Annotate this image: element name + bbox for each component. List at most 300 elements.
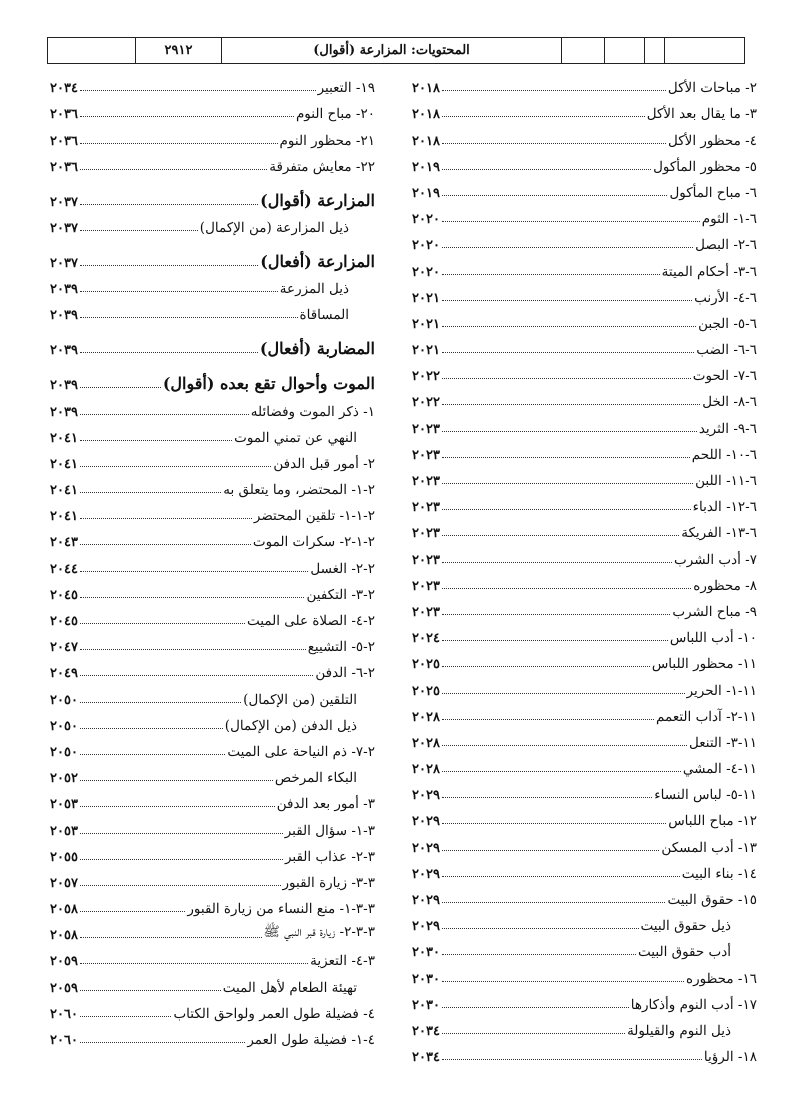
toc-entry-page: ٢٠٥٠ — [50, 692, 78, 708]
toc-entry-page: ٢٠٣٤ — [412, 1023, 440, 1039]
toc-entry — [412, 725, 757, 751]
dot-leader — [80, 990, 221, 991]
dot-leader — [80, 937, 262, 938]
toc-entry-page: ٢٠٣٠ — [412, 945, 440, 961]
toc-entry-page: ٢٠١٨ — [412, 133, 440, 149]
toc-entry-page: ٢٠٥٣ — [50, 823, 78, 839]
toc-entry-title: ١١-١- الحرير — [686, 682, 757, 699]
toc-entry-title: ٢-١-١- تلقين المحتضر — [253, 508, 375, 525]
toc-entry — [412, 594, 757, 620]
toc-entry — [412, 70, 757, 96]
toc-entry — [412, 541, 757, 567]
toc-entry — [412, 882, 757, 908]
toc-entry — [50, 812, 375, 838]
toc-entry-page: ٢٠٢٣ — [412, 526, 440, 542]
toc-entry-page: ٢٠٢٩ — [412, 814, 440, 830]
toc-entry-page: ٢٠٢٩ — [412, 893, 440, 908]
toc-entry-title: ٢- مباحات الأكل — [667, 80, 757, 97]
dot-leader — [80, 387, 161, 388]
toc-entry — [50, 393, 375, 419]
dot-leader — [442, 614, 670, 615]
toc-section-heading — [50, 175, 375, 210]
toc-entry-title: ٧- أدب الشرب — [674, 551, 757, 568]
toc-entry — [412, 751, 757, 777]
toc-entry-page: ٢٠٤٥ — [50, 587, 78, 603]
toc-entry-page: ٢٠٥٨ — [50, 902, 78, 918]
toc-entry — [412, 149, 757, 175]
dot-leader — [442, 143, 666, 144]
dot-leader — [442, 535, 679, 536]
toc-entry-page: ٢٠٣٩ — [50, 404, 78, 420]
dot-leader — [442, 169, 651, 170]
toc-entry — [412, 437, 757, 463]
toc-entry-page: ٢٠٢٠ — [412, 212, 440, 228]
toc-entry-title: ١١-٥- لباس النساء — [654, 787, 757, 804]
toc-entry-title: ٦-٨- الخل — [702, 394, 757, 411]
dot-leader — [442, 640, 668, 641]
toc-entry-title: ذيل النوم والقيلولة — [627, 1022, 731, 1039]
toc-entry — [50, 996, 375, 1022]
toc-entry-title: ٥- محظور المأكول — [653, 158, 757, 175]
dot-leader — [80, 1016, 172, 1017]
toc-entry-title: ١٤- بناء البيت — [681, 865, 757, 882]
header-table — [47, 37, 745, 64]
toc-entry-title: ٢-٧- ذم النياحة على الميت — [227, 743, 375, 760]
toc-entry-page: ٢٠٥٣ — [50, 797, 78, 813]
toc-entry — [412, 175, 757, 201]
toc-entry-page: ٢٠٥٢ — [50, 771, 78, 787]
toc-entry-title: ١- ذكر الموت وفضائله — [250, 403, 375, 420]
toc-entry-page: ٢٠٥٧ — [50, 875, 78, 891]
header-cell-empty — [48, 38, 135, 63]
toc-entry-page: ٢٠٢١ — [412, 343, 440, 359]
dot-leader — [80, 265, 258, 266]
toc-entry-page: ٢٠٢٨ — [412, 762, 440, 778]
header-title: المحتويات: المزارعة (أقوال) — [221, 38, 561, 63]
toc-entry — [50, 969, 375, 995]
dot-leader — [442, 404, 700, 405]
dot-leader — [442, 666, 650, 667]
dot-leader — [80, 780, 273, 781]
toc-entry-page: ٢٠٣٩ — [50, 282, 78, 298]
toc-entry-page: ٢٠٤١ — [50, 509, 78, 525]
toc-entry-page: ٢٠٤٩ — [50, 666, 78, 682]
toc-entry-title: ٦-٩- الثريد — [698, 420, 757, 437]
toc-entry-title: ٢٢- معايش متفرقة — [269, 158, 375, 175]
dot-leader — [442, 1059, 702, 1060]
dot-leader — [442, 431, 697, 432]
toc-entry-page: ٢٠٤٥ — [50, 614, 78, 629]
toc-entry-page: ٢٠٤٧ — [50, 640, 78, 656]
toc-entry-title: ٢-١- المحتضر، وما يتعلق به — [223, 482, 375, 499]
toc-entry — [412, 699, 757, 725]
toc-entry — [412, 829, 757, 855]
toc-entry-title: ٣-٣-١- منع النساء من زيارة القبور — [187, 901, 375, 918]
toc-entry-page: ٢٠٣٩ — [50, 378, 78, 394]
toc-entry-title: ذيل حقوق البيت — [640, 918, 731, 935]
toc-entry-title: تهيئة الطعام لأهل الميت — [222, 979, 357, 996]
toc-entry-page: ٢٠٣٦ — [50, 107, 78, 123]
toc-entry — [412, 568, 757, 594]
toc-entry — [50, 577, 375, 603]
toc-entry — [50, 1022, 375, 1048]
toc-entry-title: الموت وأحوال تقع بعده (أقوال) — [162, 374, 375, 394]
dot-leader — [80, 806, 275, 807]
toc-entry — [412, 201, 757, 227]
toc-entry-page: ٢٠٤١ — [50, 430, 78, 446]
dot-leader — [442, 378, 691, 379]
toc-entry-page: ٢٠٥٩ — [50, 954, 78, 970]
toc-entry-title: ٣-٣- زيارة القبور — [282, 874, 375, 891]
toc-entry — [412, 463, 757, 489]
toc-entry — [50, 122, 375, 148]
toc-entry-title: ٣-٣-٢- زيارة قبر النبي ﷺ — [263, 924, 375, 941]
dot-leader — [442, 771, 681, 772]
dot-leader — [442, 562, 672, 563]
toc-section-heading — [50, 323, 375, 358]
toc-entry-page: ٢٠٣٩ — [50, 308, 78, 324]
toc-entry — [50, 865, 375, 891]
dot-leader — [80, 597, 305, 598]
dot-leader — [442, 745, 687, 746]
toc-entry-title: ٦-٤- الأرنب — [694, 289, 757, 306]
dot-leader — [80, 466, 271, 467]
dot-leader — [442, 116, 645, 117]
toc-entry-page: ٢٠٥٠ — [50, 744, 78, 760]
toc-entry — [412, 856, 757, 882]
toc-entry-title: التلقين (من الإكمال) — [243, 691, 357, 708]
toc-left-column — [50, 70, 375, 1048]
toc-entry-page: ٢٠٢٣ — [412, 500, 440, 516]
toc-entry-title: ٤- فضيلة طول العمر ولواحق الكتاب — [173, 1005, 375, 1022]
toc-entry-page: ٢٠٣٦ — [50, 159, 78, 175]
toc-entry-page: ٢٠٣٩ — [50, 343, 78, 359]
toc-entry — [50, 297, 375, 323]
toc-entry-page: ٢٠٢٣ — [412, 604, 440, 620]
toc-entry-title: ٦-٣- أحكام الميتة — [661, 263, 757, 280]
dot-leader — [442, 876, 680, 877]
dot-leader — [80, 169, 267, 170]
dot-leader — [80, 414, 249, 415]
toc-entry-title: ٦-١٠- اللحم — [691, 446, 757, 463]
toc-entry-title: ٦-٥- الجبن — [698, 315, 757, 332]
toc-entry-page: ٢٠٢٩ — [412, 840, 440, 856]
toc-entry-page: ٢٠٣٧ — [50, 220, 78, 236]
toc-entry-title: ١٦- محظوره — [686, 970, 757, 987]
dot-leader — [442, 797, 652, 798]
dot-leader — [442, 954, 636, 955]
toc-entry-page: ٢٠٢٩ — [412, 919, 440, 935]
dot-leader — [442, 247, 693, 248]
dot-leader — [442, 221, 700, 222]
toc-entry — [412, 253, 757, 279]
toc-entry-title: ٦-١٣- الفريكة — [681, 525, 757, 542]
toc-entry-page: ٢٠٦٠ — [50, 1006, 78, 1022]
toc-entry-title: ٦-٧- الحوت — [692, 368, 757, 385]
toc-entry-page: ٢٠٥٠ — [50, 718, 78, 734]
toc-entry — [50, 96, 375, 122]
toc-entry-page: ٢٠٣٧ — [50, 194, 78, 210]
dot-leader — [80, 143, 278, 144]
header-page-number: ٢٩١٢ — [135, 38, 221, 63]
toc-entry — [412, 280, 757, 306]
toc-entry-title: النهي عن تمني الموت — [234, 429, 357, 446]
toc-entry-title: ١١-٢- آداب التعمم — [656, 708, 757, 725]
toc-entry — [412, 515, 757, 541]
toc-right-column — [412, 70, 757, 1065]
dot-leader — [80, 963, 308, 964]
toc-entry-title: ١٠- أدب اللباس — [669, 630, 757, 647]
dot-leader — [442, 274, 660, 275]
dot-leader — [442, 902, 666, 903]
toc-entry — [412, 803, 757, 829]
toc-entry-title: ٢-٣- التكفين — [306, 586, 375, 603]
toc-entry-title: ١٨- الرؤيا — [703, 1049, 757, 1066]
toc-entry-title: ٨- محظوره — [693, 577, 757, 594]
toc-entry — [50, 420, 375, 446]
toc-entry-title: ١٥- حقوق البيت — [667, 892, 757, 908]
dot-leader — [80, 230, 198, 231]
dot-leader — [80, 649, 306, 650]
toc-entry-page: ٢٠٣٦ — [50, 133, 78, 149]
dot-leader — [80, 675, 313, 676]
toc-entry-title: ٣-٤- التعزية — [310, 953, 375, 970]
toc-entry — [412, 358, 757, 384]
toc-entry — [50, 943, 375, 969]
toc-entry-title: ٢- أمور قبل الدفن — [273, 455, 375, 472]
toc-entry — [50, 629, 375, 655]
toc-entry-title: ٣-٢- عذاب القبر — [284, 848, 375, 865]
toc-entry-title: ٦- مباح المأكول — [669, 184, 757, 201]
toc-entry — [412, 227, 757, 253]
toc-entry-page: ٢٠٥٩ — [50, 980, 78, 996]
toc-section-heading — [50, 236, 375, 271]
toc-entry-title: ٤-١- فضيلة طول العمر — [247, 1032, 375, 1048]
toc-entry — [50, 655, 375, 681]
dot-leader — [80, 544, 251, 545]
toc-entry-title: ٣-١- سؤال القبر — [284, 822, 375, 839]
toc-entry-page: ٢٠٢٩ — [412, 788, 440, 804]
dot-leader — [442, 352, 694, 353]
dot-leader — [80, 317, 298, 318]
toc-entry-title: أدب حقوق البيت — [638, 944, 731, 961]
toc-entry-page: ٢٠٤٤ — [50, 561, 78, 577]
dot-leader — [80, 885, 281, 886]
header-cell-empty — [664, 38, 744, 63]
dot-leader — [80, 204, 258, 205]
toc-entry-title: ٦-٦- الضب — [696, 342, 757, 359]
dot-leader — [442, 457, 690, 458]
toc-entry — [50, 708, 375, 734]
toc-entry-title: ٢-٢- الغسل — [310, 560, 375, 577]
toc-entry-page: ٢٠٢٢ — [412, 395, 440, 411]
toc-entry — [50, 917, 375, 943]
toc-entry — [50, 760, 375, 786]
toc-entry-page: ٢٠٥٥ — [50, 849, 78, 865]
toc-entry — [412, 410, 757, 436]
dot-leader — [80, 1042, 245, 1043]
toc-entry-page: ٢٠٢٢ — [412, 369, 440, 385]
dot-leader — [80, 571, 308, 572]
toc-entry — [50, 149, 375, 175]
toc-entry-title: ذيل الدفن (من الإكمال) — [224, 717, 357, 734]
toc-entry — [50, 446, 375, 472]
toc-entry-title: ١٢- مباح اللباس — [668, 813, 757, 830]
toc-entry-title: ١٧- أدب النوم وأذكارها — [630, 996, 757, 1013]
toc-entry-page: ٢٠٢٨ — [412, 735, 440, 751]
toc-entry-page: ٢٠٤١ — [50, 456, 78, 472]
header-cell-empty — [644, 38, 664, 63]
dot-leader — [442, 1033, 625, 1034]
toc-entry-title: ١٣- أدب المسكن — [661, 839, 757, 856]
toc-entry-page: ٢٠٢٠ — [412, 264, 440, 280]
toc-entry — [50, 681, 375, 707]
toc-entry-page: ٢٠٤٣ — [50, 535, 78, 551]
toc-entry-title: ٢-٤- الصلاة على الميت — [246, 613, 375, 629]
toc-entry — [412, 332, 757, 358]
toc-entry — [50, 839, 375, 865]
toc-entry-title: ٢-٥- التشييع — [307, 639, 375, 656]
toc-entry-title: ٩- مباح الشرب — [672, 603, 757, 620]
toc-entry-page: ٢٠٢٩ — [412, 866, 440, 882]
dot-leader — [442, 326, 696, 327]
toc-entry-page: ٢٠٣٠ — [412, 971, 440, 987]
toc-entry — [412, 987, 757, 1013]
toc-entry-title: المزارعة (أفعال) — [260, 251, 375, 271]
toc-entry-page: ٢٠٣٤ — [50, 81, 78, 97]
dot-leader — [442, 850, 659, 851]
header-cell-empty — [561, 38, 604, 63]
toc-entry — [50, 472, 375, 498]
toc-entry — [412, 384, 757, 410]
dot-leader — [442, 719, 654, 720]
dot-leader — [442, 509, 691, 510]
toc-entry-title: المضاربة (أفعال) — [259, 339, 375, 359]
toc-entry-title: ذيل المزارعة (من الإكمال) — [199, 219, 349, 236]
toc-entry-page: ٢٠٢٣ — [412, 474, 440, 489]
toc-entry — [50, 271, 375, 297]
toc-entry-title: ١١-٤- المشي — [682, 761, 757, 778]
toc-entry — [412, 1039, 757, 1065]
dot-leader — [442, 823, 666, 824]
toc-entry-page: ٢٠٣٤ — [412, 1050, 440, 1066]
dot-leader — [442, 928, 639, 929]
toc-entry-page: ٢٠١٩ — [412, 185, 440, 201]
toc-entry — [412, 620, 757, 646]
toc-entry-page: ٢٠١٨ — [412, 81, 440, 97]
toc-entry — [412, 672, 757, 698]
dot-leader — [442, 588, 691, 589]
toc-entry-title: ٣- ما يقال بعد الأكل — [646, 106, 757, 123]
toc-entry-page: ٢٠٢٣ — [412, 447, 440, 463]
toc-entry-page: ٢٠٤١ — [50, 483, 78, 499]
toc-entry-title: ٣- أمور بعد الدفن — [276, 796, 375, 813]
toc-entry — [50, 786, 375, 812]
toc-entry-title: ٢-٦- الدفن — [315, 665, 375, 682]
toc-entry-title: ٢١- محظور النوم — [279, 132, 375, 149]
dot-leader — [442, 300, 692, 301]
dot-leader — [80, 833, 283, 834]
toc-entry — [50, 734, 375, 760]
toc-entry-title: ٤- محظور الأكل — [667, 132, 757, 149]
toc-entry-page: ٢٠١٨ — [412, 107, 440, 123]
dot-leader — [80, 728, 223, 729]
toc-entry — [50, 524, 375, 550]
toc-entry-title: المزارعة (أقوال) — [260, 190, 375, 210]
dot-leader — [80, 754, 225, 755]
toc-entry-title: البكاء المرخص — [274, 770, 357, 787]
toc-entry — [412, 489, 757, 515]
dot-leader — [80, 440, 232, 441]
toc-entry-page: ٢٠١٩ — [412, 159, 440, 175]
toc-entry-page: ٢٠٥٨ — [50, 928, 78, 944]
toc-entry-page: ٢٠٢٨ — [412, 709, 440, 725]
dot-leader — [80, 492, 221, 493]
dot-leader — [80, 859, 283, 860]
toc-entry-page: ٢٠٢٣ — [412, 421, 440, 437]
toc-entry — [412, 122, 757, 148]
toc-entry — [412, 306, 757, 332]
toc-entry-page: ٢٠٢٥ — [412, 683, 440, 699]
toc-entry — [412, 908, 757, 934]
dot-leader — [80, 518, 252, 519]
toc-entry-title: ١١-٣- التنعل — [689, 734, 757, 751]
dot-leader — [442, 90, 666, 91]
toc-entry — [412, 934, 757, 960]
toc-entry-page: ٢٠٢٥ — [412, 657, 440, 673]
toc-entry-page: ٢٠٦٠ — [50, 1033, 78, 1048]
toc-entry-title: ذيل المزرعة — [279, 281, 349, 298]
toc-entry-title: المساقاة — [299, 307, 349, 324]
toc-entry — [50, 498, 375, 524]
dot-leader — [80, 623, 245, 624]
toc-entry — [50, 891, 375, 917]
toc-entry-title: ١٩- التعبير — [317, 80, 375, 97]
toc-entry-title: ١١- محظور اللباس — [651, 656, 757, 673]
toc-entry — [50, 550, 375, 576]
toc-entry — [412, 1013, 757, 1039]
toc-entry-title: ٢٠- مباح النوم — [295, 106, 375, 123]
dot-leader — [80, 352, 258, 353]
toc-entry-page: ٢٠٣٧ — [50, 255, 78, 271]
toc-entry — [412, 777, 757, 803]
dot-leader — [80, 702, 241, 703]
toc-entry-title: ٦-٢- البصل — [695, 237, 757, 254]
toc-entry-title: ٦-١١- اللبن — [695, 473, 757, 489]
toc-entry-title: ٦-١٢- الدباء — [692, 499, 757, 516]
toc-section-heading — [50, 358, 375, 393]
dot-leader — [80, 291, 278, 292]
toc-entry-page: ٢٠٢٣ — [412, 578, 440, 594]
dot-leader — [80, 90, 316, 91]
toc-entry-page: ٢٠٢٤ — [412, 631, 440, 647]
toc-entry — [50, 70, 375, 96]
toc-entry — [50, 210, 375, 236]
toc-entry — [412, 646, 757, 672]
dot-leader — [80, 116, 294, 117]
toc-entry — [412, 960, 757, 986]
toc-entry-page: ٢٠٢٣ — [412, 552, 440, 568]
dot-leader — [442, 693, 685, 694]
toc-entry — [412, 96, 757, 122]
toc-entry-title: ٦-١- الثوم — [701, 211, 757, 228]
toc-entry-page: ٢٠٢٠ — [412, 238, 440, 254]
dot-leader — [442, 483, 693, 484]
toc-entry-page: ٢٠٣٠ — [412, 997, 440, 1013]
toc-entry-page: ٢٠٢١ — [412, 290, 440, 306]
toc-entry-title: ٢-١-٢- سكرات الموت — [252, 534, 375, 551]
dot-leader — [442, 195, 668, 196]
